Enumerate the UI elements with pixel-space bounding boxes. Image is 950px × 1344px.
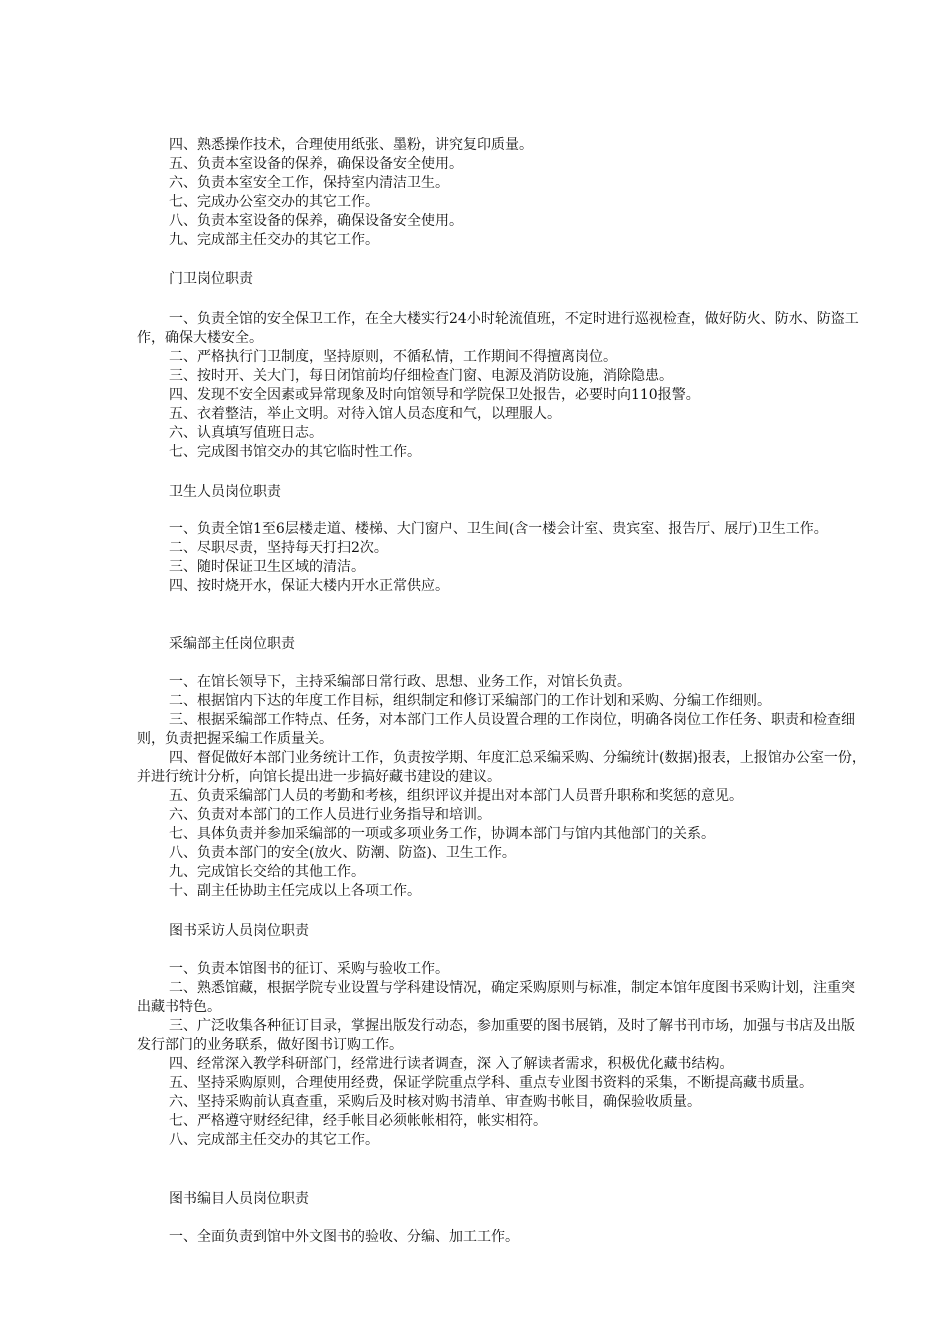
section-heading: 图书采访人员岗位职责: [169, 923, 309, 939]
list-item: 八、完成部主任交办的其它工作。: [169, 1132, 379, 1148]
list-item: 一、全面负责到馆中外文图书的验收、分编、加工工作。: [169, 1229, 519, 1245]
list-item: 一、负责全馆1至6层楼走道、楼梯、大门窗户、卫生间(含一楼会计室、贵宾室、报告厅、展厅)卫生工作。: [169, 521, 828, 537]
list-item: 五、衣着整洁，举止文明。对待入馆人员态度和气，以理服人。: [169, 406, 561, 422]
list-item: 二、尽职尽责，坚持每天打扫2次。: [169, 540, 388, 556]
list-item: 九、完成部主任交办的其它工作。: [169, 232, 379, 248]
list-item: 六、坚持采购前认真查重，采购后及时核对购书清单、审查购书帐目，确保验收质量。: [169, 1094, 701, 1110]
list-item: 九、完成馆长交给的其他工作。: [169, 864, 365, 880]
list-item: 六、负责本室安全工作，保持室内清洁卫生。: [169, 175, 449, 191]
list-item: 五、负责采编部门人员的考勤和考核，组织评议并提出对本部门人员晋升职称和奖惩的意见。: [169, 788, 743, 804]
list-item: 一、负责本馆图书的征订、采购与验收工作。: [169, 961, 449, 977]
list-item: 一、在馆长领导下，主持采编部日常行政、思想、业务工作，对馆长负责。: [169, 674, 631, 690]
list-item: 二、熟悉馆藏，根据学院专业设置与学科建设情况，确定采购原则与标准，制定本馆年度图书采购计划，注重突出藏书特色。: [137, 980, 855, 1015]
list-item: 六、负责对本部门的工作人员进行业务指导和培训。: [169, 807, 491, 823]
list-item: 三、广泛收集各种征订目录，掌握出版发行动态，参加重要的图书展销，及时了解书刊市场，加强与书店及出版发行部门的业务联系，做好图书订购工作。: [137, 1018, 855, 1053]
list-item: 七、严格遵守财经纪律，经手帐目必须帐帐相符，帐实相符。: [169, 1113, 547, 1129]
list-item: 七、完成图书馆交办的其它临时性工作。: [169, 444, 421, 460]
list-item: 六、认真填写值班日志。: [169, 425, 323, 441]
section-body: [137, 1228, 867, 1247]
list-item: 十、副主任协助主任完成以上各项工作。: [169, 883, 421, 899]
section-heading: 卫生人员岗位职责: [169, 484, 281, 500]
section-body: [137, 960, 867, 1150]
section-body: [137, 310, 867, 462]
list-item: 三、根据采编部工作特点、任务，对本部门工作人员设置合理的工作岗位，明确各岗位工作任务、职责和检查细则，负责把握采编工作质量关。: [137, 712, 855, 747]
list-item: 八、负责本室设备的保养，确保设备安全使用。: [169, 213, 463, 229]
list-item: 三、按时开、关大门，每日闭馆前均仔细检查门窗、电源及消防设施，消除隐患。: [169, 368, 673, 384]
list-item: 五、负责本室设备的保养，确保设备安全使用。: [169, 156, 463, 172]
section-heading: 门卫岗位职责: [169, 271, 253, 287]
list-item: 四、督促做好本部门业务统计工作，负责按学期、年度汇总采编采购、分编统计(数据)报表，上报馆办公室一份，并进行统计分析，向馆长提出进一步搞好藏书建设的建议。: [137, 750, 866, 785]
section-heading: 采编部主任岗位职责: [169, 636, 295, 652]
list-item: 四、经常深入教学科研部门，经常进行读者调查，深 入了解读者需求，积极优化藏书结构。: [169, 1056, 734, 1072]
list-item: 七、具体负责并参加采编部的一项或多项业务工作，协调本部门与馆内其他部门的关系。: [169, 826, 715, 842]
section-body: [137, 520, 867, 596]
list-item: 四、按时烧开水，保证大楼内开水正常供应。: [169, 578, 449, 594]
section-heading: 图书编目人员岗位职责: [169, 1191, 309, 1207]
list-item: 四、发现不安全因素或异常现象及时向馆领导和学院保卫处报告，必要时向110报警。: [169, 387, 700, 403]
list-item: 四、熟悉操作技术，合理使用纸张、墨粉，讲究复印质量。: [169, 137, 533, 153]
list-item: 五、坚持采购原则，合理使用经费，保证学院重点学科、重点专业图书资料的采集，不断提高藏书质量。: [169, 1075, 813, 1091]
list-item: 二、根据馆内下达的年度工作目标，组织制定和修订采编部门的工作计划和采购、分编工作细则。: [169, 693, 771, 709]
list-item: 三、随时保证卫生区域的清洁。: [169, 559, 365, 575]
section-body: [137, 673, 867, 901]
list-item: 一、负责全馆的安全保卫工作，在全大楼实行24小时轮流值班，不定时进行巡视检查，做好防火、防水、防盗工作，确保大楼安全。: [137, 311, 859, 346]
list-item: 七、完成办公室交办的其它工作。: [169, 194, 379, 210]
list-continued: [137, 136, 867, 250]
list-item: 八、负责本部门的安全(放火、防潮、防盗)、卫生工作。: [169, 845, 516, 861]
list-item: 二、严格执行门卫制度，坚持原则，不循私情，工作期间不得擅离岗位。: [169, 349, 617, 365]
